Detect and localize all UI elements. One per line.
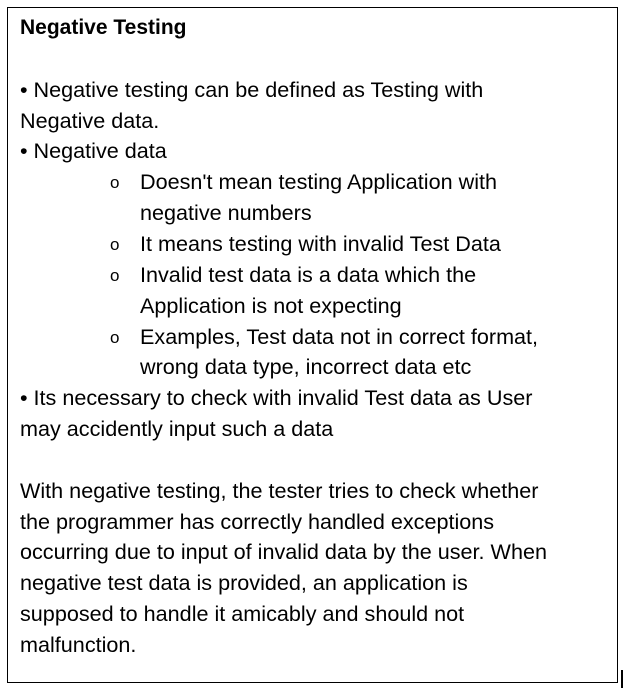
bullet-1-line-1: • Negative testing can be defined as Testing with: [20, 77, 484, 102]
sub-item-2-line-1: It means testing with invalid Test Data: [140, 231, 501, 256]
bullet-2-line-1: • Negative data: [20, 138, 167, 163]
hollow-bullet-icon: o: [110, 173, 120, 192]
bullet-3-line-1: • Its necessary to check with invalid Test data as User: [20, 385, 533, 410]
paragraph-line-3: occurring due to input of invalid data by the user. When: [20, 539, 547, 564]
bullet-1-line-2: Negative data.: [20, 108, 160, 133]
edge-mark: [621, 670, 623, 688]
page-title: Negative Testing: [20, 16, 187, 39]
sub-item-1-line-2: negative numbers: [140, 200, 312, 225]
sub-item-4-line-1: Examples, Test data not in correct format,: [140, 324, 539, 349]
bullet-3-line-2: may accidently input such a data: [20, 416, 334, 441]
paragraph-line-2: the programmer has correctly handled exceptions: [20, 509, 495, 534]
hollow-bullet-icon: o: [110, 266, 120, 285]
paragraph-line-4: negative test data is provided, an application is: [20, 570, 468, 595]
hollow-bullet-icon: o: [110, 328, 120, 347]
sub-item-4-line-2: wrong data type, incorrect data etc: [140, 354, 472, 379]
sub-item-3-line-2: Application is not expecting: [140, 293, 402, 318]
paragraph-line-5: supposed to handle it amicably and should not: [20, 601, 465, 626]
hollow-bullet-icon: o: [110, 235, 120, 254]
paragraph-line-6: malfunction.: [20, 632, 137, 657]
paragraph-line-1: With negative testing, the tester tries to check whether: [20, 478, 539, 503]
sub-item-3-line-1: Invalid test data is a data which the: [140, 262, 477, 287]
sub-item-1-line-1: Doesn't mean testing Application with: [140, 169, 498, 194]
